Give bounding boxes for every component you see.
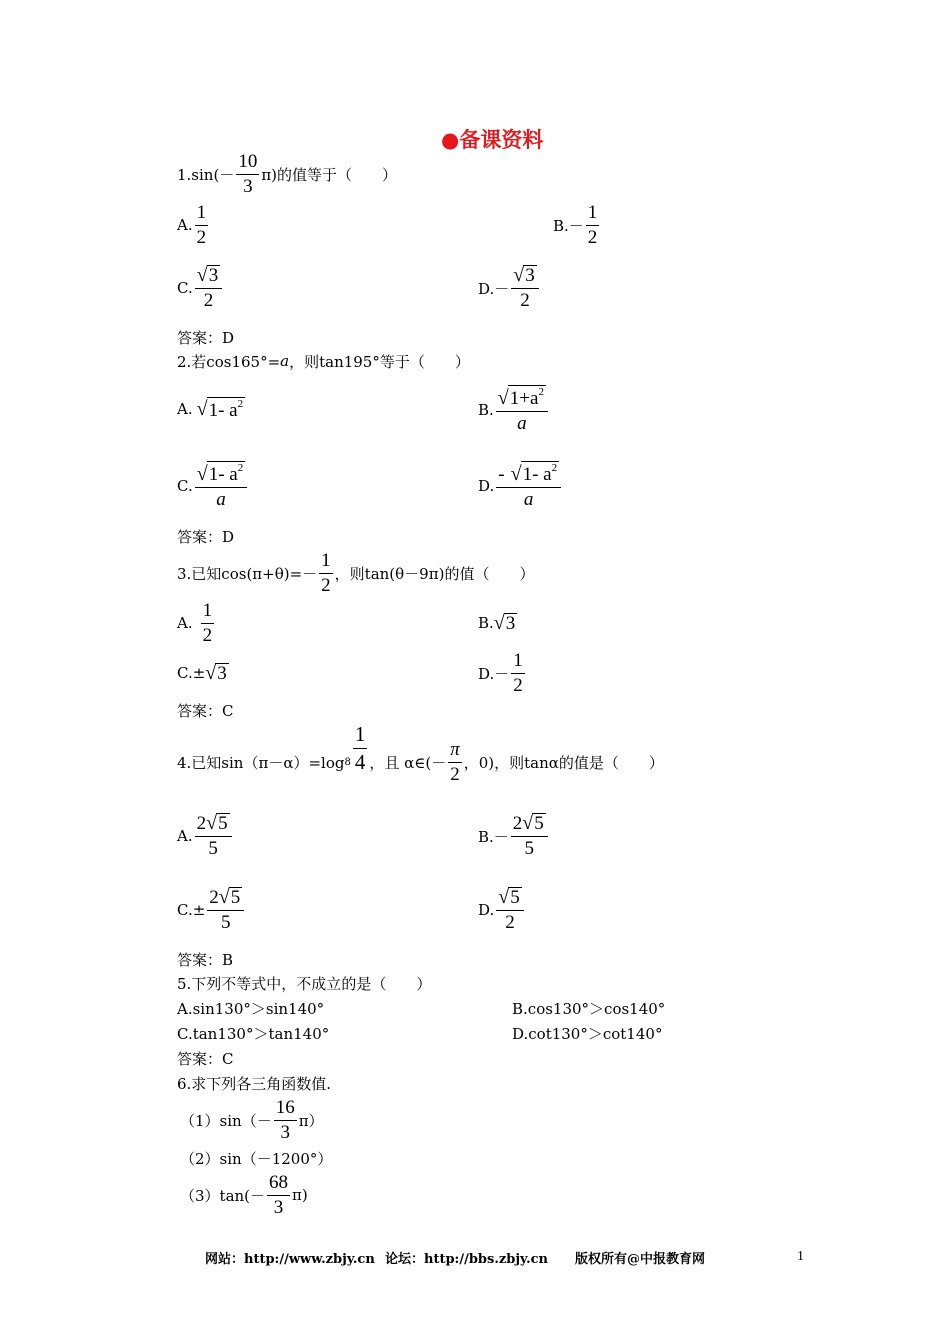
question-1-option-d: D.－ √ 3 2	[478, 262, 541, 314]
question-2-option-b: B. √ $1+a^2$ a	[478, 382, 550, 438]
question-5-stem: 5.下列不等式中，不成立的是（ ）	[177, 975, 432, 993]
fraction: √ 1- $a^2$ a	[195, 461, 248, 511]
fraction: √ 3 2	[195, 264, 222, 312]
question-2-answer: 答案：D	[177, 528, 235, 546]
question-2-option-a: A. √ 1- $a^2$	[177, 397, 244, 421]
page-number: 1	[797, 1249, 804, 1264]
question-4-option-c: C.± 2 √ 5 5	[177, 884, 246, 936]
question-5-answer: 答案：C	[177, 1050, 234, 1068]
question-3-option-d: D.－ $\frac{1}{2}$	[478, 649, 523, 696]
question-2-option-c: C. √ 1- $a^2$ a	[177, 458, 249, 514]
question-4-option-a: A. 2 √ 5 5	[177, 810, 234, 862]
question-3-stem: 3.已知cos(π+θ)=－ $\frac{1}{2}$ ，则tan(θ－9π)的值（ ）	[177, 549, 535, 596]
question-2-stem: 2.若cos165°= a ，则tan195°等于（ ）	[177, 352, 470, 371]
question-1-option-b: B.－ $\frac{1}{2}$	[553, 201, 598, 248]
question-4-stem: 4.已知sin（π－α）=log 8 $\frac{1}{4}$ ，且 α∈(－ $\frac{\pi}{2}$ ，0)，则tanα的值是（ ）	[177, 722, 664, 785]
question-4-option-b: B.－ 2 √ 5 5	[478, 810, 550, 862]
question-1-option-c: C. √ 3 2	[177, 262, 224, 314]
question-1-answer: 答案：D	[177, 329, 235, 347]
question-3-answer: 答案：C	[177, 702, 234, 720]
question-1-stem: 1.sin(－ $\frac{10}{3}$ π)的值等于（ ）	[177, 150, 398, 197]
question-1-option-a: A. $\frac{1}{2}$	[177, 201, 207, 248]
fraction: $\frac{1}{2}$	[587, 201, 598, 248]
question-6-part-3: （3）tan(－ $\frac{68}{3}$ π)	[180, 1171, 308, 1218]
question-3-option-c: C.± √ 3	[177, 661, 227, 684]
fraction: $\frac{1}{2}$	[321, 549, 331, 596]
question-5-option-d: D.cot130°＞cot140°	[512, 1025, 663, 1043]
fraction: √ 5 2	[496, 886, 523, 934]
fraction: $\frac{1}{2}$	[202, 599, 213, 646]
fraction: $\frac{10}{3}$	[238, 150, 258, 197]
fraction: $\frac{1}{4}$	[354, 722, 366, 774]
fraction: $\frac{\pi}{2}$	[450, 738, 460, 785]
fraction: √ $1+a^2$ a	[496, 385, 548, 435]
question-6-part-2: （2）sin（－1200°）	[180, 1150, 333, 1168]
question-6-stem: 6.求下列各三角函数值.	[177, 1075, 332, 1093]
question-4-answer: 答案：B	[177, 951, 234, 969]
fraction: 2 √ 5 5	[195, 812, 232, 860]
question-3-option-a: A. $\frac{1}{2}$	[177, 599, 213, 646]
fraction: - √ 1- $a^2$ a	[496, 461, 561, 511]
footer-site-link[interactable]: 网站：http://www.zbjy.cn	[205, 1252, 375, 1267]
question-2-option-d: D. - √ 1- $a^2$ a	[478, 458, 563, 514]
page-title: ●备课资料	[441, 128, 544, 152]
footer-copyright: 版权所有@中报教育网	[575, 1252, 706, 1267]
question-6-part-1: （1）sin（－ $\frac{16}{3}$ π）	[180, 1096, 324, 1143]
question-5-option-c: C.tan130°＞tan140°	[177, 1025, 330, 1043]
fraction: $\frac{68}{3}$	[269, 1171, 289, 1218]
fraction: $\frac{16}{3}$	[275, 1096, 295, 1143]
question-5-option-b: B.cos130°＞cos140°	[512, 1000, 666, 1018]
footer-forum-link[interactable]: 论坛：http://bbs.zbjy.cn	[385, 1252, 549, 1267]
fraction: √ 3 2	[511, 264, 538, 312]
fraction: $\frac{1}{2}$	[196, 201, 207, 248]
question-3-option-b: B. √ 3	[478, 611, 516, 634]
fraction: $\frac{1}{2}$	[513, 649, 523, 696]
fraction: 2 √ 5 5	[207, 886, 244, 934]
question-4-option-d: D. √ 5 2	[478, 884, 526, 936]
fraction: 2 √ 5 5	[511, 812, 548, 860]
question-5-option-a: A.sin130°＞sin140°	[177, 1000, 325, 1018]
